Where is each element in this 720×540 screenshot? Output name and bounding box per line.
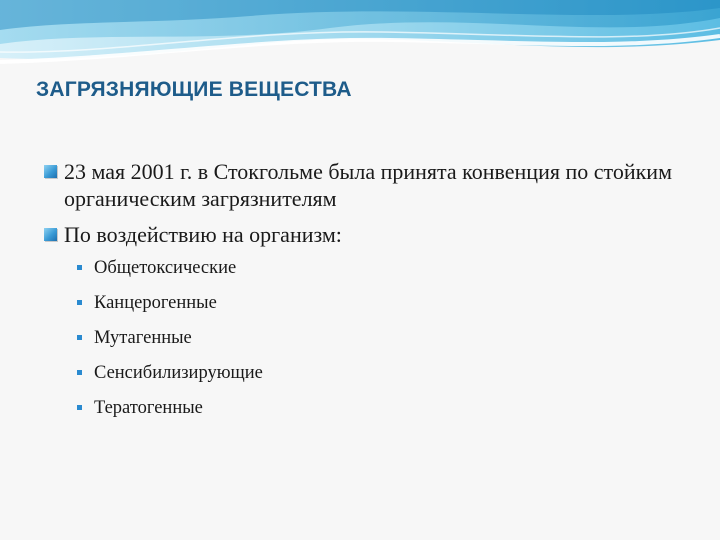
small-square-bullet-icon	[77, 370, 82, 375]
sub-bullet-list	[44, 257, 684, 419]
sub-bullet-item	[44, 362, 684, 384]
small-square-bullet-icon	[77, 335, 82, 340]
slide-title: ЗАГРЯЗНЯЮЩИЕ ВЕЩЕСТВА	[36, 78, 352, 101]
sub-bullet-text: Тератогенные	[94, 398, 203, 418]
sub-bullet-item	[44, 292, 684, 314]
sub-bullet-item	[44, 327, 684, 349]
bullet-text: 23 мая 2001 г. в Стокгольме была принята конвенция по стойким органическим загрязнителям	[64, 159, 672, 211]
sub-bullet-item	[44, 397, 684, 419]
bullet-text: По воздействию на организм:	[64, 222, 342, 247]
sub-bullet-text: Общетоксические	[94, 258, 237, 278]
slide-content	[44, 158, 684, 432]
sub-bullet-text: Мутагенные	[94, 328, 192, 348]
sub-bullet-text: Канцерогенные	[94, 293, 217, 313]
small-square-bullet-icon	[77, 265, 82, 270]
small-square-bullet-icon	[77, 405, 82, 410]
sub-bullet-text: Сенсибилизирующие	[94, 363, 263, 383]
small-square-bullet-icon	[77, 300, 82, 305]
square-bullet-icon	[44, 228, 57, 241]
wave-header-decoration	[0, 0, 720, 80]
bullet-item	[44, 221, 684, 248]
bullet-item	[44, 158, 684, 212]
square-bullet-icon	[44, 165, 57, 178]
sub-bullet-item	[44, 257, 684, 279]
